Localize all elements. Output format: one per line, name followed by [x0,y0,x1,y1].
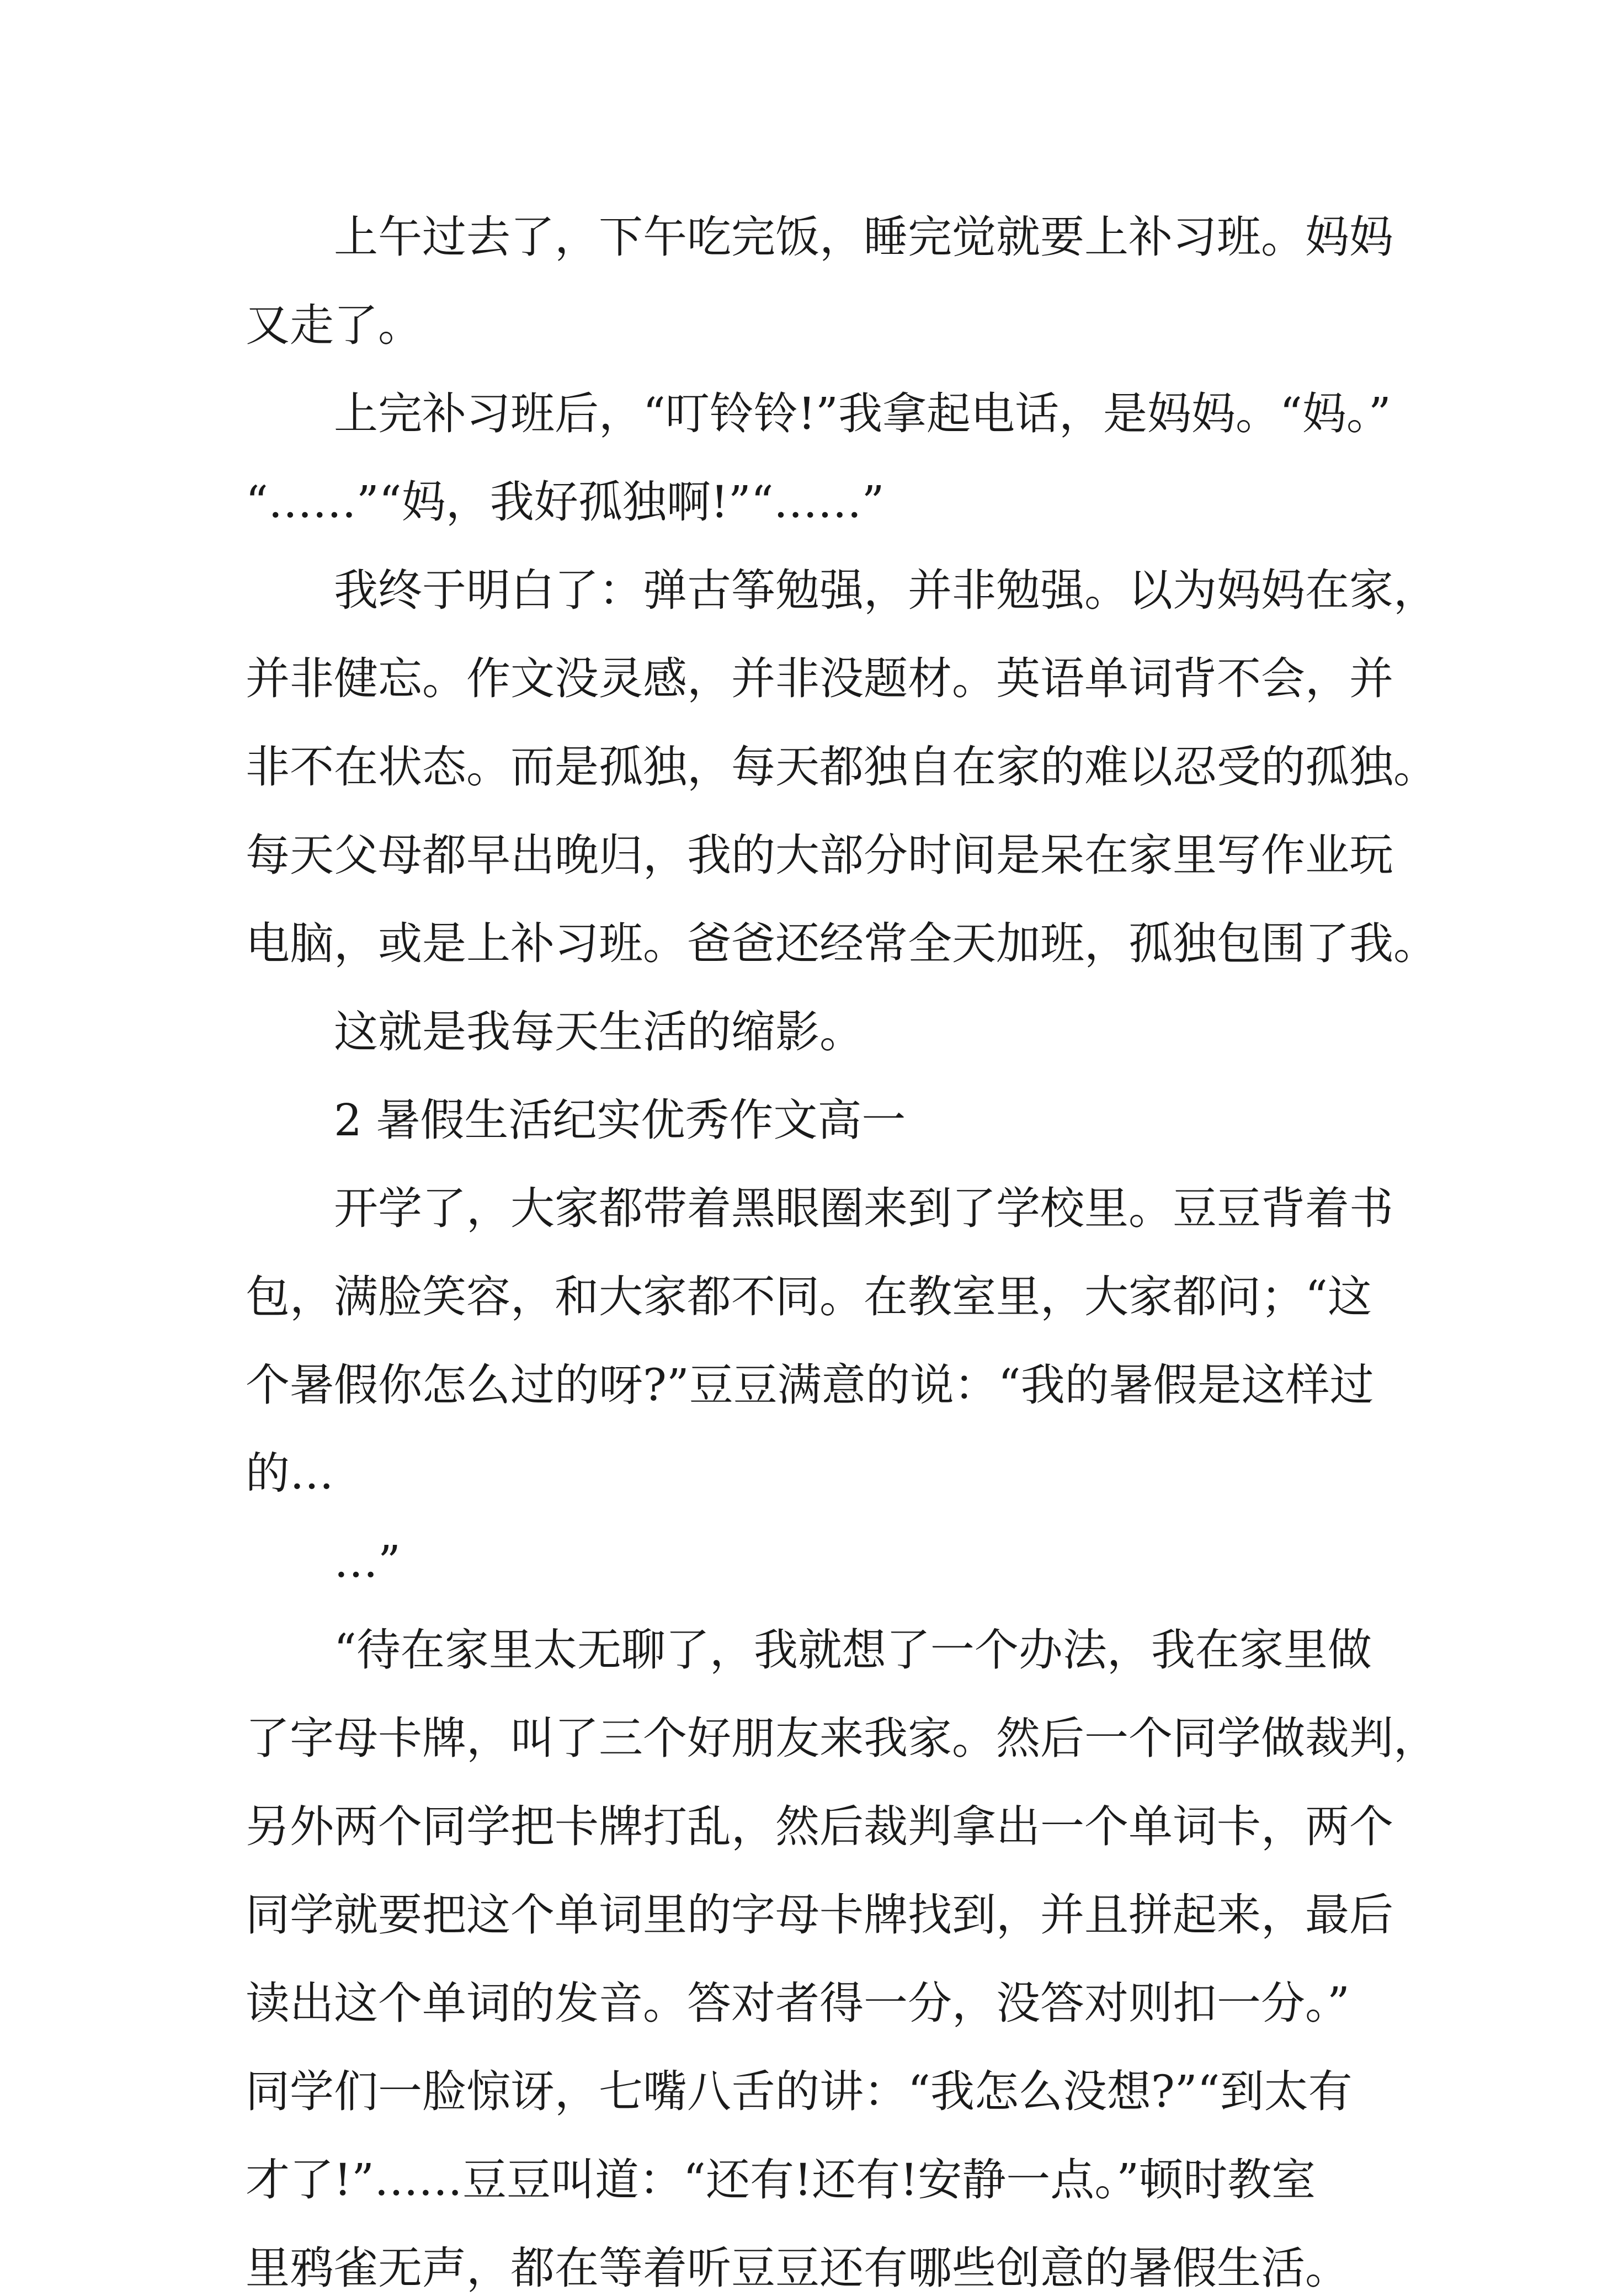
text-line: 我终于明白了：弹古筝勉强，并非勉强。以为妈妈在家， [334,565,1438,616]
text-line: 又走了。 [246,300,422,351]
text-line: 开学了，大家都带着黑眼圈来到了学校里。豆豆背着书 [334,1183,1393,1234]
text-line: 里鸦雀无声，都在等着听豆豆还有哪些创意的暑假生活。 [246,2242,1349,2294]
text-line: 电脑，或是上补习班。爸爸还经常全天加班，孤独包围了我。 [246,918,1438,969]
text-line: 包，满脸笑容，和大家都不同。在教室里，大家都问；“这 [246,1271,1372,1322]
text-line: 非不在状态。而是孤独，每天都独自在家的难以忍受的孤独。 [246,741,1438,793]
text-line: 另外两个同学把卡牌打乱，然后裁判拿出一个单词卡，两个 [246,1801,1393,1852]
text-line: 个暑假你怎么过的呀?”豆豆满意的说：“我的暑假是这样过 [246,1359,1374,1411]
text-line: 上午过去了，下午吃完饭，睡完觉就要上补习班。妈妈 [334,211,1393,263]
section-heading: 2 暑假生活纪实优秀作文高一 [334,1094,906,1146]
text-line: “待在家里太无聊了，我就想了一个办法，我在家里做 [334,1624,1372,1676]
text-line: 同学就要把这个单词里的字母卡牌找到，并且拼起来，最后 [246,1889,1393,1941]
text-line: 每天父母都早出晚归，我的大部分时间是呆在家里写作业玩 [246,830,1393,881]
text-line: …” [334,1536,401,1587]
text-line: 这就是我每天生活的缩影。 [334,1006,864,1057]
text-line: 读出这个单词的发音。答对者得一分，没答对则扣一分。” [246,1978,1350,2029]
text-line: 的… [246,1448,334,1499]
text-line: “……”“妈，我好孤独啊!”“……” [246,476,885,528]
text-line: 并非健忘。作文没灵感，并非没题材。英语单词背不会，并 [246,653,1393,704]
text-line: 了字母卡牌，叫了三个好朋友来我家。然后一个同学做裁判， [246,1713,1438,1764]
text-line: 上完补习班后，“叮铃铃!”我拿起电话，是妈妈。“妈。” [334,388,1391,439]
text-line: 才了!”……豆豆叫道：“还有!还有!安静一点。”顿时教室 [246,2154,1316,2205]
text-line: 同学们一脸惊讶，七嘴八舌的讲：“我怎么没想?”“到太有 [246,2066,1353,2117]
